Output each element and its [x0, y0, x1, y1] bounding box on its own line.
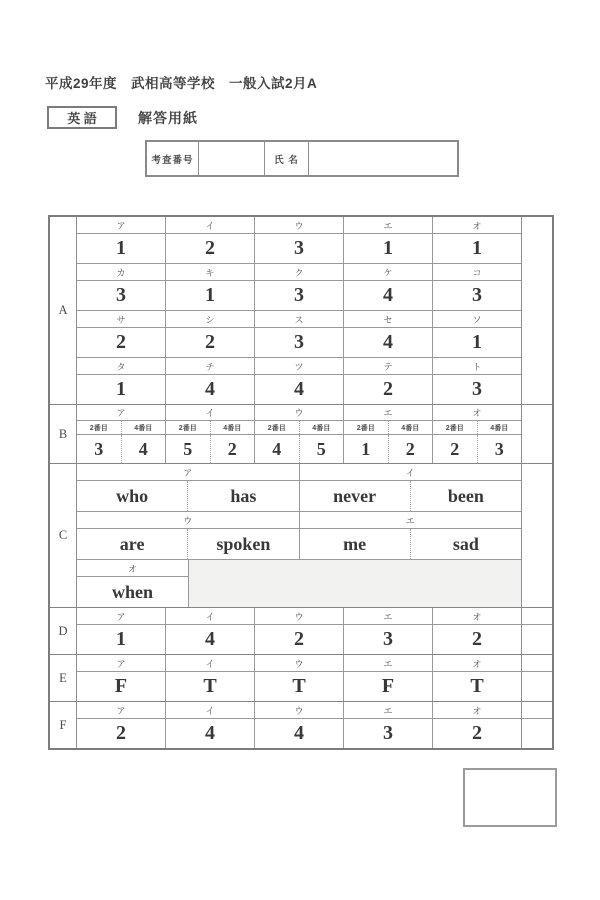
position-subheader: 4番目	[401, 424, 420, 432]
answer-value: 2	[472, 722, 482, 744]
item-header: オ	[472, 408, 482, 418]
section-label: A	[50, 217, 77, 404]
answer-value: 1	[472, 237, 482, 259]
item-header: ア	[77, 702, 166, 718]
position-subheader: 2番目	[255, 421, 300, 434]
answer-word: when	[111, 581, 153, 602]
item-header: イ	[166, 405, 255, 420]
answer-value: 2	[227, 438, 237, 459]
item-header: オ	[472, 220, 482, 231]
answer-word: sad	[452, 533, 479, 554]
margin-cell	[521, 655, 552, 701]
item-header: オ	[77, 560, 188, 577]
margin-cell	[521, 608, 552, 654]
answer-value: 2	[344, 375, 433, 404]
item-header: イ	[166, 702, 255, 718]
answer-word: me	[300, 529, 411, 559]
item-header: イ	[405, 467, 415, 478]
answer-value: 4	[138, 438, 148, 459]
answer-value: 4	[166, 625, 255, 654]
answer-value: 3	[255, 328, 344, 357]
answer-value: 1	[77, 625, 166, 654]
position-subheader: 2番目	[166, 421, 211, 434]
section-B	[50, 404, 552, 463]
subject-label: 英 語	[67, 111, 97, 126]
item-header: オ	[472, 705, 482, 716]
exam-number-label: 考査番号	[147, 142, 199, 175]
item-header: ツ	[255, 358, 344, 374]
section-A	[50, 217, 552, 404]
item-header: エ	[344, 702, 433, 718]
answer-value: T	[166, 672, 255, 701]
exam-number-field	[199, 142, 265, 175]
answer-value: 3	[344, 719, 433, 748]
item-header: エ	[344, 217, 433, 233]
item-header: シ	[166, 311, 255, 327]
answer-value: T	[255, 672, 344, 701]
section-label: F	[50, 702, 77, 748]
item-header: ア	[77, 217, 166, 233]
item-header: イ	[166, 655, 255, 671]
answer-value: 5	[166, 435, 211, 463]
section-label: B	[50, 405, 77, 463]
item-header: エ	[405, 515, 415, 526]
answer-value: F	[344, 672, 433, 701]
item-header: ソ	[472, 314, 482, 325]
item-header: ウ	[255, 702, 344, 718]
answer-value: 4	[255, 435, 300, 463]
answer-value: 1	[472, 331, 482, 353]
answer-value: 2	[166, 234, 255, 263]
margin-cell	[521, 405, 552, 463]
position-subheader: 4番目	[312, 424, 331, 432]
answer-value: 4	[255, 719, 344, 748]
margin-cell	[521, 702, 552, 748]
page-title: 平成29年度 武相高等学校 一般入試2月A	[45, 76, 318, 91]
item-header: オ	[472, 611, 482, 622]
item-header: キ	[166, 264, 255, 280]
answer-value: 2	[472, 628, 482, 650]
margin-cell	[521, 217, 552, 404]
answer-value: 4	[166, 719, 255, 748]
answer-value: 3	[472, 378, 482, 400]
answer-value: 2	[255, 625, 344, 654]
answer-value: 3	[77, 281, 166, 310]
answer-value: 1	[166, 281, 255, 310]
answer-value: 1	[344, 234, 433, 263]
section-label: D	[50, 608, 77, 654]
item-header: ト	[472, 361, 482, 372]
item-header: ケ	[344, 264, 433, 280]
answer-value: 5	[316, 438, 326, 459]
answer-value: 2	[77, 328, 166, 357]
answer-value: 3	[344, 625, 433, 654]
answer-value: F	[77, 672, 166, 701]
item-header: エ	[344, 608, 433, 624]
item-header: チ	[166, 358, 255, 374]
answer-value: 3	[77, 435, 122, 463]
section-label: E	[50, 655, 77, 701]
answer-value: 3	[255, 234, 344, 263]
answer-value: 4	[344, 281, 433, 310]
answer-value: 2	[166, 328, 255, 357]
position-subheader: 2番目	[77, 421, 122, 434]
sheet-type-label: 解答用紙	[138, 110, 198, 126]
item-header: オ	[472, 658, 482, 669]
answer-value: 2	[405, 438, 415, 459]
answer-word: spoken	[188, 529, 299, 559]
name-field	[309, 142, 457, 175]
answer-value: 1	[77, 375, 166, 404]
subject-box	[47, 106, 117, 129]
margin-cell	[521, 464, 552, 607]
answer-word: has	[188, 481, 299, 511]
item-header: ア	[77, 608, 166, 624]
answer-word: never	[300, 481, 411, 511]
answer-value: 3	[255, 281, 344, 310]
position-subheader: 2番目	[344, 421, 389, 434]
item-header: ア	[77, 405, 166, 420]
item-header: コ	[472, 267, 482, 278]
score-box	[463, 768, 557, 827]
section-C	[50, 463, 552, 607]
position-subheader: 4番目	[490, 424, 509, 432]
item-header: ア	[77, 655, 166, 671]
item-header: エ	[344, 405, 433, 420]
answer-word: are	[77, 529, 188, 559]
answer-value: 1	[77, 234, 166, 263]
item-header: ウ	[255, 217, 344, 233]
item-header: ウ	[77, 512, 300, 528]
name-label: 氏 名	[265, 142, 309, 175]
answer-table	[48, 215, 554, 750]
item-header: ア	[77, 464, 300, 480]
item-header: イ	[166, 608, 255, 624]
item-header: サ	[77, 311, 166, 327]
section-F	[50, 701, 552, 748]
answer-word: who	[77, 481, 188, 511]
item-header: タ	[77, 358, 166, 374]
answer-word: been	[447, 485, 484, 506]
answer-value: 2	[433, 435, 478, 463]
answer-value: 2	[77, 719, 166, 748]
item-header: カ	[77, 264, 166, 280]
section-E	[50, 654, 552, 701]
item-header: ス	[255, 311, 344, 327]
item-header: イ	[166, 217, 255, 233]
section-label: C	[50, 464, 77, 607]
position-subheader: 2番目	[433, 421, 478, 434]
section-D	[50, 607, 552, 654]
answer-value: 4	[344, 328, 433, 357]
item-header: テ	[344, 358, 433, 374]
answer-value: 4	[255, 375, 344, 404]
item-header: ウ	[255, 608, 344, 624]
item-header: ウ	[255, 655, 344, 671]
answer-value: 4	[166, 375, 255, 404]
answer-value: T	[470, 675, 484, 697]
answer-value: 1	[344, 435, 389, 463]
answer-value: 3	[494, 438, 504, 459]
item-header: エ	[344, 655, 433, 671]
item-header: ク	[255, 264, 344, 280]
item-header: セ	[344, 311, 433, 327]
position-subheader: 4番目	[134, 424, 153, 432]
shaded-area	[189, 560, 521, 607]
answer-value: 3	[472, 284, 482, 306]
examinee-info-table	[145, 140, 459, 177]
item-header: ウ	[255, 405, 344, 420]
position-subheader: 4番目	[223, 424, 242, 432]
